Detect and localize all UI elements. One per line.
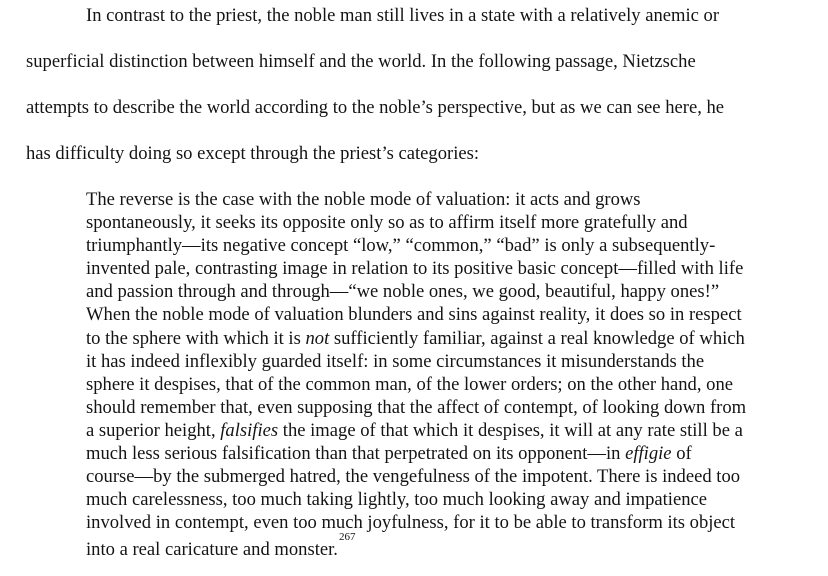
body-line: attempts to describe the world according to the noble’s perspective, but as we can see here, he [26,97,725,118]
quote-line: involved in contempt, even too much joyfulness, for it to be able to transform its object [86,512,736,534]
quote-text: of [671,443,692,465]
quote-line: invented pale, contrasting image in relation to its positive basic concept—filled with life [86,258,744,280]
quote-line: should remember that, even supposing that the affect of contempt, of looking down from [86,396,747,418]
quote-line [86,419,806,442]
italic-emphasis: effigie [625,443,672,465]
quote-line: sphere it despises, that of the common man, of the lower orders; on the other hand, one [86,373,733,395]
quote-text: much less serious falsification than that perpetrated on its opponent—in [86,443,626,465]
quote-text: into a real caricature and monster. [86,539,338,561]
quote-line [86,442,806,465]
quote-line: triumphantly—its negative concept “low,” “common,” “bad” is only a subsequently- [86,235,716,257]
quote-line: course—by the submerged hatred, the vengefulness of the impotent. There is indeed too [86,466,741,488]
body-line: In contrast to the priest, the noble man still lives in a state with a relatively anemic or [86,5,720,26]
quote-text: to the sphere with which it is [86,327,306,349]
body-line: superficial distinction between himself and the world. In the following passage, Nietzsche [26,51,696,72]
quote-line [86,531,806,561]
quote-line: When the noble mode of valuation blunders and sins against reality, it does so in respect [86,304,742,326]
body-line: has difficulty doing so except through the priest’s categories: [26,143,480,164]
quote-line: The reverse is the case with the noble mode of valuation: it acts and grows [86,189,641,210]
quote-line: much carelessness, too much taking lightly, too much looking away and impatience [86,489,708,511]
footnote-marker[interactable]: 267 [338,531,356,544]
quote-text: a superior height, [86,419,221,441]
quote-line: it has indeed inflexibly guarded itself: in some circumstances it misunderstands the [86,350,705,372]
quote-text: the image of that which it despises, it will at any rate still be a [278,419,743,441]
quote-text: sufficiently familiar, against a real knowledge of which [329,327,745,349]
block-quote [86,188,806,562]
italic-emphasis: not [305,327,330,349]
quote-line [86,327,806,350]
italic-emphasis: falsifies [220,419,279,441]
quote-line: spontaneously, it seeks its opposite only so as to affirm itself more gratefully and [86,212,688,234]
quote-line: and passion through and through—“we noble ones, we good, beautiful, happy ones!” [86,281,720,303]
